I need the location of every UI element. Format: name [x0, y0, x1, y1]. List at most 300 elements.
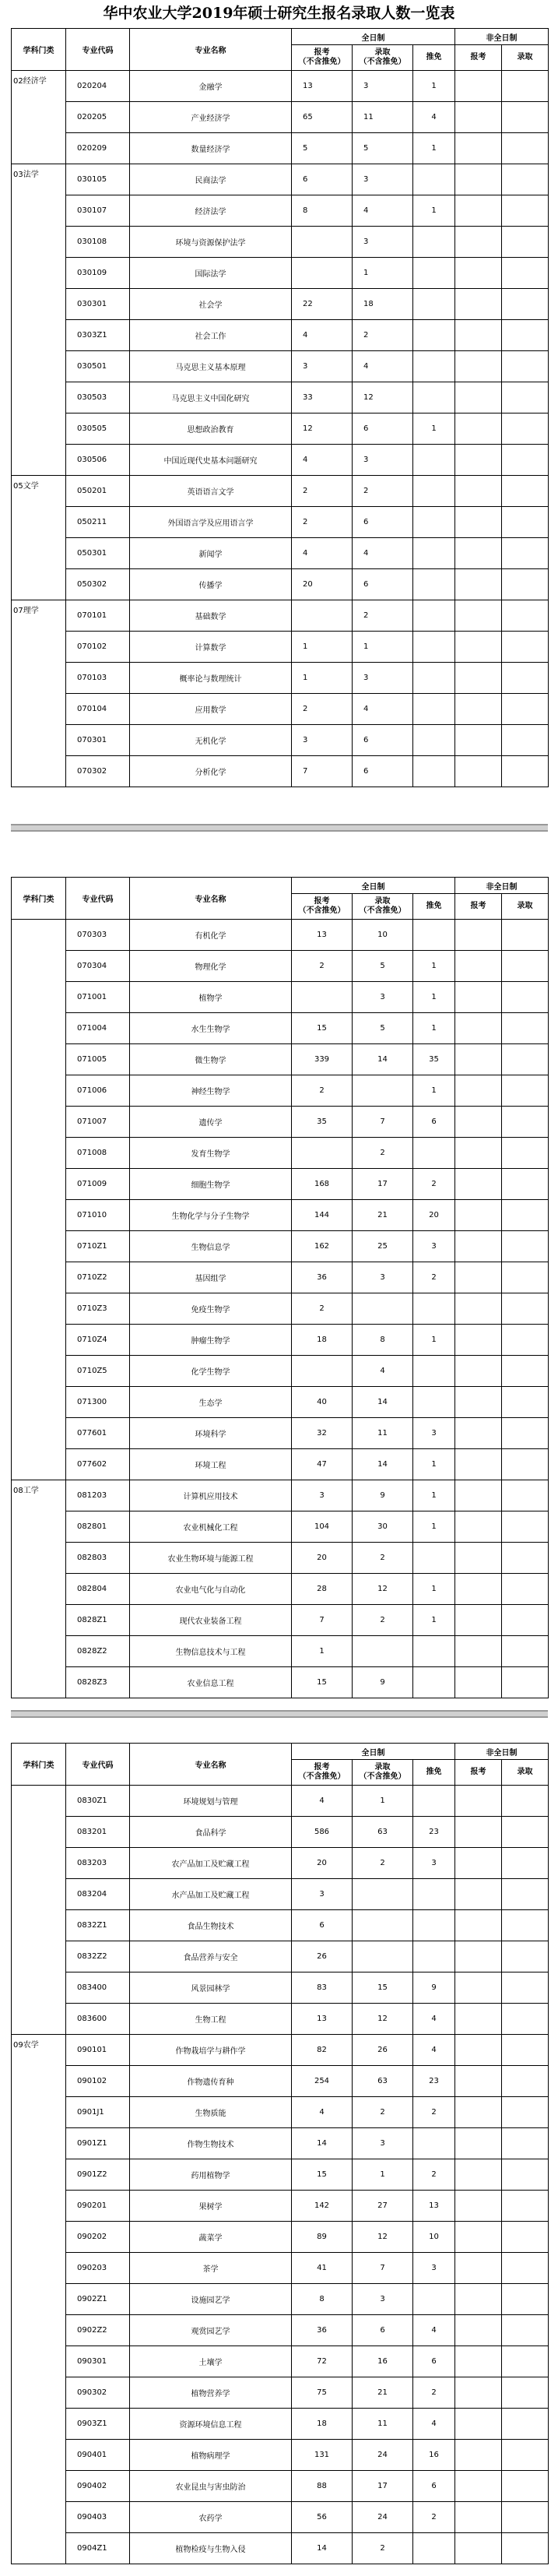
major-name-cell: 中国近现代史基本问题研究 [130, 445, 292, 476]
table-row [12, 1879, 549, 1910]
admitted-cell: 11 [353, 1418, 413, 1449]
table-row [12, 507, 549, 538]
applied-cell: 12 [292, 413, 353, 445]
table-row [12, 2409, 549, 2440]
major-name-cell: 思想政治教育 [130, 413, 292, 445]
code-cell: 030506 [66, 445, 130, 476]
applied-cell: 89 [292, 2222, 353, 2253]
code-cell: 071007 [66, 1107, 130, 1138]
category-cell [12, 920, 66, 1480]
pt-applied-cell [455, 1075, 502, 1107]
pt-applied-cell [455, 102, 502, 133]
table-row [12, 920, 549, 951]
pt-applied-cell [455, 694, 502, 725]
table-row [12, 1075, 549, 1107]
major-name-cell: 英语语言文学 [130, 476, 292, 507]
col-header-name: 专业名称 [130, 29, 292, 71]
major-name-cell: 生物质能 [130, 2097, 292, 2128]
pt-applied-cell [455, 1543, 502, 1574]
code-cell: 0828Z1 [66, 1605, 130, 1636]
applied-cell: 4 [292, 1786, 353, 1817]
pt-admitted-cell [502, 382, 549, 413]
admitted-cell: 12 [353, 2222, 413, 2253]
major-name-cell: 资源环境信息工程 [130, 2409, 292, 2440]
recommended-cell [413, 320, 455, 351]
category-cell [12, 1786, 66, 2035]
admitted-cell: 2 [353, 1605, 413, 1636]
admitted-cell: 27 [353, 2191, 413, 2222]
table-row [12, 164, 549, 195]
pt-admitted-cell [502, 1817, 549, 1848]
applied-cell: 104 [292, 1511, 353, 1543]
table-row [12, 2533, 549, 2564]
code-cell: 030105 [66, 164, 130, 195]
admitted-cell: 9 [353, 1480, 413, 1511]
pt-admitted-cell [502, 2502, 549, 2533]
recommended-cell [413, 725, 455, 756]
pt-applied-cell [455, 1138, 502, 1169]
recommended-cell: 1 [413, 1574, 455, 1605]
recommended-cell: 13 [413, 2191, 455, 2222]
recommended-cell [413, 289, 455, 320]
applied-cell: 18 [292, 2409, 353, 2440]
major-name-cell: 传播学 [130, 569, 292, 600]
major-name-cell: 作物遗传育种 [130, 2066, 292, 2097]
applied-cell: 4 [292, 445, 353, 476]
pt-applied-cell [455, 1879, 502, 1910]
pt-admitted-cell [502, 1574, 549, 1605]
col-header-recommended: 推免 [413, 45, 455, 71]
code-cell: 0828Z3 [66, 1667, 130, 1698]
major-name-cell: 社会工作 [130, 320, 292, 351]
recommended-cell: 1 [413, 195, 455, 227]
pt-applied-cell [455, 1636, 502, 1667]
col-header-pt-admitted: 录取 [502, 45, 549, 71]
admitted-cell: 5 [353, 133, 413, 164]
recommended-cell: 4 [413, 2004, 455, 2035]
pt-applied-cell [455, 2440, 502, 2471]
pt-applied-cell [455, 2346, 502, 2377]
pt-applied-cell [455, 2533, 502, 2564]
table-row [12, 1910, 549, 1941]
recommended-cell [413, 1356, 455, 1387]
pt-applied-cell [455, 351, 502, 382]
pt-admitted-cell [502, 2315, 549, 2346]
code-cell: 070102 [66, 632, 130, 663]
applied-cell: 13 [292, 71, 353, 102]
header-row [12, 1744, 549, 1760]
code-cell: 071008 [66, 1138, 130, 1169]
pt-admitted-cell [502, 2004, 549, 2035]
admitted-cell: 17 [353, 2471, 413, 2502]
table-row [12, 2346, 549, 2377]
code-cell: 083204 [66, 1879, 130, 1910]
pt-admitted-cell [502, 1107, 549, 1138]
pt-applied-cell [455, 2066, 502, 2097]
applied-cell [292, 982, 353, 1013]
code-cell: 0830Z1 [66, 1786, 130, 1817]
major-name-cell: 设施园艺学 [130, 2284, 292, 2315]
recommended-cell [413, 1293, 455, 1325]
code-cell: 050301 [66, 538, 130, 569]
pt-admitted-cell [502, 2471, 549, 2502]
applied-cell: 3 [292, 1879, 353, 1910]
pt-admitted-cell [502, 1044, 549, 1075]
admitted-cell: 16 [353, 2346, 413, 2377]
pt-applied-cell [455, 2159, 502, 2191]
recommended-cell [413, 569, 455, 600]
pt-applied-cell [455, 1107, 502, 1138]
pt-admitted-cell [502, 2409, 549, 2440]
table-row [12, 258, 549, 289]
recommended-cell: 6 [413, 2346, 455, 2377]
applied-cell [292, 227, 353, 258]
admitted-cell: 2 [353, 600, 413, 632]
applied-cell: 1 [292, 632, 353, 663]
applied-cell: 20 [292, 569, 353, 600]
pt-applied-cell [455, 2471, 502, 2502]
major-name-cell: 现代农业装备工程 [130, 1605, 292, 1636]
pt-admitted-cell [502, 1387, 549, 1418]
applied-cell: 15 [292, 1667, 353, 1698]
code-cell: 090403 [66, 2502, 130, 2533]
recommended-cell: 2 [413, 1169, 455, 1200]
recommended-cell: 4 [413, 2315, 455, 2346]
applied-cell: 8 [292, 195, 353, 227]
table-row [12, 2035, 549, 2066]
table-row [12, 1418, 549, 1449]
pt-applied-cell [455, 2502, 502, 2533]
admitted-cell: 2 [353, 476, 413, 507]
applied-cell: 2 [292, 694, 353, 725]
major-name-cell: 外国语言学及应用语言学 [130, 507, 292, 538]
code-cell: 070301 [66, 725, 130, 756]
recommended-cell: 1 [413, 1325, 455, 1356]
applied-cell [292, 600, 353, 632]
admitted-cell: 9 [353, 1667, 413, 1698]
applied-cell: 65 [292, 102, 353, 133]
pt-applied-cell [455, 538, 502, 569]
pt-applied-cell [455, 1387, 502, 1418]
table-row [12, 1817, 549, 1848]
major-name-cell: 基因组学 [130, 1262, 292, 1293]
code-cell: 0901Z2 [66, 2159, 130, 2191]
pt-admitted-cell [502, 1511, 549, 1543]
code-cell: 082803 [66, 1543, 130, 1574]
pt-admitted-cell [502, 413, 549, 445]
pt-applied-cell [455, 2222, 502, 2253]
pt-admitted-cell [502, 289, 549, 320]
recommended-cell: 35 [413, 1044, 455, 1075]
pt-applied-cell [455, 1013, 502, 1044]
col-header-admitted: 录取 （不含推免） [353, 45, 413, 71]
col-header-admitted: 录取 （不含推免） [353, 1760, 413, 1786]
pt-admitted-cell [502, 2066, 549, 2097]
table-row [12, 951, 549, 982]
recommended-cell: 3 [413, 1418, 455, 1449]
pt-admitted-cell [502, 445, 549, 476]
applied-cell: 4 [292, 320, 353, 351]
admitted-cell: 3 [353, 663, 413, 694]
pt-applied-cell [455, 445, 502, 476]
major-name-cell: 植物营养学 [130, 2377, 292, 2409]
pt-applied-cell [455, 164, 502, 195]
major-name-cell: 经济法学 [130, 195, 292, 227]
table-row [12, 320, 549, 351]
category-cell: 08工学 [12, 1480, 66, 1698]
pt-admitted-cell [502, 164, 549, 195]
code-cell: 071006 [66, 1075, 130, 1107]
code-cell: 070304 [66, 951, 130, 982]
major-name-cell: 新闻学 [130, 538, 292, 569]
major-name-cell: 水产品加工及贮藏工程 [130, 1879, 292, 1910]
major-name-cell: 植物学 [130, 982, 292, 1013]
pt-admitted-cell [502, 476, 549, 507]
recommended-cell [413, 227, 455, 258]
major-name-cell: 果树学 [130, 2191, 292, 2222]
table-row [12, 2222, 549, 2253]
major-name-cell: 概率论与数理统计 [130, 663, 292, 694]
category-cell: 09农学 [12, 2035, 66, 2564]
major-name-cell: 土壤学 [130, 2346, 292, 2377]
recommended-cell [413, 2284, 455, 2315]
admitted-cell: 3 [353, 982, 413, 1013]
applied-cell: 13 [292, 2004, 353, 2035]
major-name-cell: 作物生物技术 [130, 2128, 292, 2159]
table-row [12, 1848, 549, 1879]
pt-applied-cell [455, 2377, 502, 2409]
applied-cell: 26 [292, 1941, 353, 1972]
code-cell: 090201 [66, 2191, 130, 2222]
table-row [12, 725, 549, 756]
applied-cell [292, 1356, 353, 1387]
table-row [12, 289, 549, 320]
admitted-cell: 3 [353, 2284, 413, 2315]
admitted-cell: 6 [353, 756, 413, 787]
table-row [12, 195, 549, 227]
applied-cell: 72 [292, 2346, 353, 2377]
admitted-cell: 10 [353, 920, 413, 951]
recommended-cell [413, 632, 455, 663]
major-name-cell: 有机化学 [130, 920, 292, 951]
applied-cell: 162 [292, 1231, 353, 1262]
code-cell: 077602 [66, 1449, 130, 1480]
pt-applied-cell [455, 413, 502, 445]
recommended-cell: 6 [413, 2471, 455, 2502]
pt-applied-cell [455, 2284, 502, 2315]
pt-applied-cell [455, 1480, 502, 1511]
major-name-cell: 免疫生物学 [130, 1293, 292, 1325]
recommended-cell: 3 [413, 1848, 455, 1879]
pt-admitted-cell [502, 1200, 549, 1231]
table-row [12, 756, 549, 787]
major-name-cell: 农业昆虫与害虫防治 [130, 2471, 292, 2502]
code-cell: 0904Z1 [66, 2533, 130, 2564]
pt-admitted-cell [502, 1449, 549, 1480]
code-cell: 030108 [66, 227, 130, 258]
applied-cell: 15 [292, 2159, 353, 2191]
applied-cell: 56 [292, 2502, 353, 2533]
applied-cell: 15 [292, 1013, 353, 1044]
pt-admitted-cell [502, 195, 549, 227]
code-cell: 071005 [66, 1044, 130, 1075]
code-cell: 083600 [66, 2004, 130, 2035]
applied-cell: 83 [292, 1972, 353, 2004]
applied-cell: 3 [292, 1480, 353, 1511]
code-cell: 071300 [66, 1387, 130, 1418]
pt-admitted-cell [502, 1941, 549, 1972]
applied-cell: 36 [292, 1262, 353, 1293]
pt-applied-cell [455, 382, 502, 413]
code-cell: 090101 [66, 2035, 130, 2066]
pt-admitted-cell [502, 920, 549, 951]
major-name-cell: 计算数学 [130, 632, 292, 663]
category-cell: 02经济学 [12, 71, 66, 164]
admitted-cell [353, 1879, 413, 1910]
table-row [12, 1511, 549, 1543]
pt-applied-cell [455, 320, 502, 351]
recommended-cell: 1 [413, 1075, 455, 1107]
recommended-cell [413, 538, 455, 569]
recommended-cell [413, 2533, 455, 2564]
major-name-cell: 生物信息技术与工程 [130, 1636, 292, 1667]
major-name-cell: 民商法学 [130, 164, 292, 195]
admitted-cell: 21 [353, 1200, 413, 1231]
admitted-cell: 5 [353, 951, 413, 982]
col-header-code: 专业代码 [66, 878, 130, 920]
pt-applied-cell [455, 2128, 502, 2159]
applied-cell: 2 [292, 476, 353, 507]
table-row [12, 2159, 549, 2191]
admitted-cell: 7 [353, 1107, 413, 1138]
pt-applied-cell [455, 756, 502, 787]
recommended-cell [413, 351, 455, 382]
recommended-cell: 2 [413, 2097, 455, 2128]
pt-admitted-cell [502, 1293, 549, 1325]
table-row [12, 445, 549, 476]
major-name-cell: 生物信息学 [130, 1231, 292, 1262]
admitted-cell: 6 [353, 569, 413, 600]
pt-admitted-cell [502, 133, 549, 164]
admitted-cell [353, 1293, 413, 1325]
col-header-fulltime: 全日制 [292, 878, 455, 894]
major-name-cell: 生物工程 [130, 2004, 292, 2035]
pt-applied-cell [455, 476, 502, 507]
col-header-name: 专业名称 [130, 1744, 292, 1786]
code-cell: 0901Z1 [66, 2128, 130, 2159]
recommended-cell [413, 445, 455, 476]
admitted-cell: 12 [353, 382, 413, 413]
pt-applied-cell [455, 1511, 502, 1543]
pt-applied-cell [455, 569, 502, 600]
applied-cell: 2 [292, 951, 353, 982]
code-cell: 070104 [66, 694, 130, 725]
major-name-cell: 农业生物环境与能源工程 [130, 1543, 292, 1574]
pt-applied-cell [455, 1449, 502, 1480]
table-row [12, 1169, 549, 1200]
table-page-1 [11, 28, 548, 787]
admitted-cell: 6 [353, 413, 413, 445]
code-cell: 082804 [66, 1574, 130, 1605]
col-header-category: 学科门类 [12, 1744, 66, 1786]
applied-cell: 13 [292, 920, 353, 951]
col-header-pt-admitted: 录取 [502, 894, 549, 920]
major-name-cell: 茶学 [130, 2253, 292, 2284]
table-row [12, 71, 549, 102]
admitted-cell [353, 1075, 413, 1107]
code-cell: 0710Z3 [66, 1293, 130, 1325]
pt-admitted-cell [502, 2346, 549, 2377]
pt-admitted-cell [502, 1879, 549, 1910]
code-cell: 0832Z2 [66, 1941, 130, 1972]
major-name-cell: 生物化学与分子生物学 [130, 1200, 292, 1231]
admitted-cell: 6 [353, 2315, 413, 2346]
applied-cell: 5 [292, 133, 353, 164]
admitted-cell: 24 [353, 2440, 413, 2471]
pt-admitted-cell [502, 569, 549, 600]
table-row [12, 133, 549, 164]
table-row [12, 1480, 549, 1511]
col-header-pt-admitted: 录取 [502, 1760, 549, 1786]
pt-admitted-cell [502, 1169, 549, 1200]
major-name-cell: 水生生物学 [130, 1013, 292, 1044]
admitted-cell: 2 [353, 320, 413, 351]
pt-admitted-cell [502, 663, 549, 694]
admitted-cell [353, 1636, 413, 1667]
admitted-cell [353, 1941, 413, 1972]
recommended-cell [413, 1543, 455, 1574]
pt-applied-cell [455, 663, 502, 694]
recommended-cell [413, 920, 455, 951]
pt-applied-cell [455, 2409, 502, 2440]
recommended-cell [413, 507, 455, 538]
code-cell: 077601 [66, 1418, 130, 1449]
major-name-cell: 计算机应用技术 [130, 1480, 292, 1511]
recommended-cell [413, 1667, 455, 1698]
col-header-pt-applied: 报考 [455, 894, 502, 920]
admitted-cell: 2 [353, 1848, 413, 1879]
applied-cell: 7 [292, 756, 353, 787]
code-cell: 071010 [66, 1200, 130, 1231]
pt-admitted-cell [502, 1325, 549, 1356]
admitted-cell: 2 [353, 2097, 413, 2128]
pt-applied-cell [455, 258, 502, 289]
major-name-cell: 观赏园艺学 [130, 2315, 292, 2346]
table-row [12, 1293, 549, 1325]
admitted-cell: 18 [353, 289, 413, 320]
pt-admitted-cell [502, 951, 549, 982]
applied-cell: 20 [292, 1543, 353, 1574]
code-cell: 070103 [66, 663, 130, 694]
code-cell: 0710Z5 [66, 1356, 130, 1387]
recommended-cell: 4 [413, 2035, 455, 2066]
code-cell: 0902Z1 [66, 2284, 130, 2315]
pt-applied-cell [455, 1325, 502, 1356]
col-header-parttime: 非全日制 [455, 29, 549, 45]
applied-cell: 1 [292, 663, 353, 694]
recommended-cell: 1 [413, 1511, 455, 1543]
table-row [12, 1387, 549, 1418]
recommended-cell: 1 [413, 413, 455, 445]
col-header-category: 学科门类 [12, 878, 66, 920]
major-name-cell: 植物检疫与生物入侵 [130, 2533, 292, 2564]
applied-cell: 2 [292, 1075, 353, 1107]
pt-admitted-cell [502, 1231, 549, 1262]
pt-applied-cell [455, 1941, 502, 1972]
code-cell: 050302 [66, 569, 130, 600]
pt-applied-cell [455, 1231, 502, 1262]
admitted-cell: 1 [353, 632, 413, 663]
